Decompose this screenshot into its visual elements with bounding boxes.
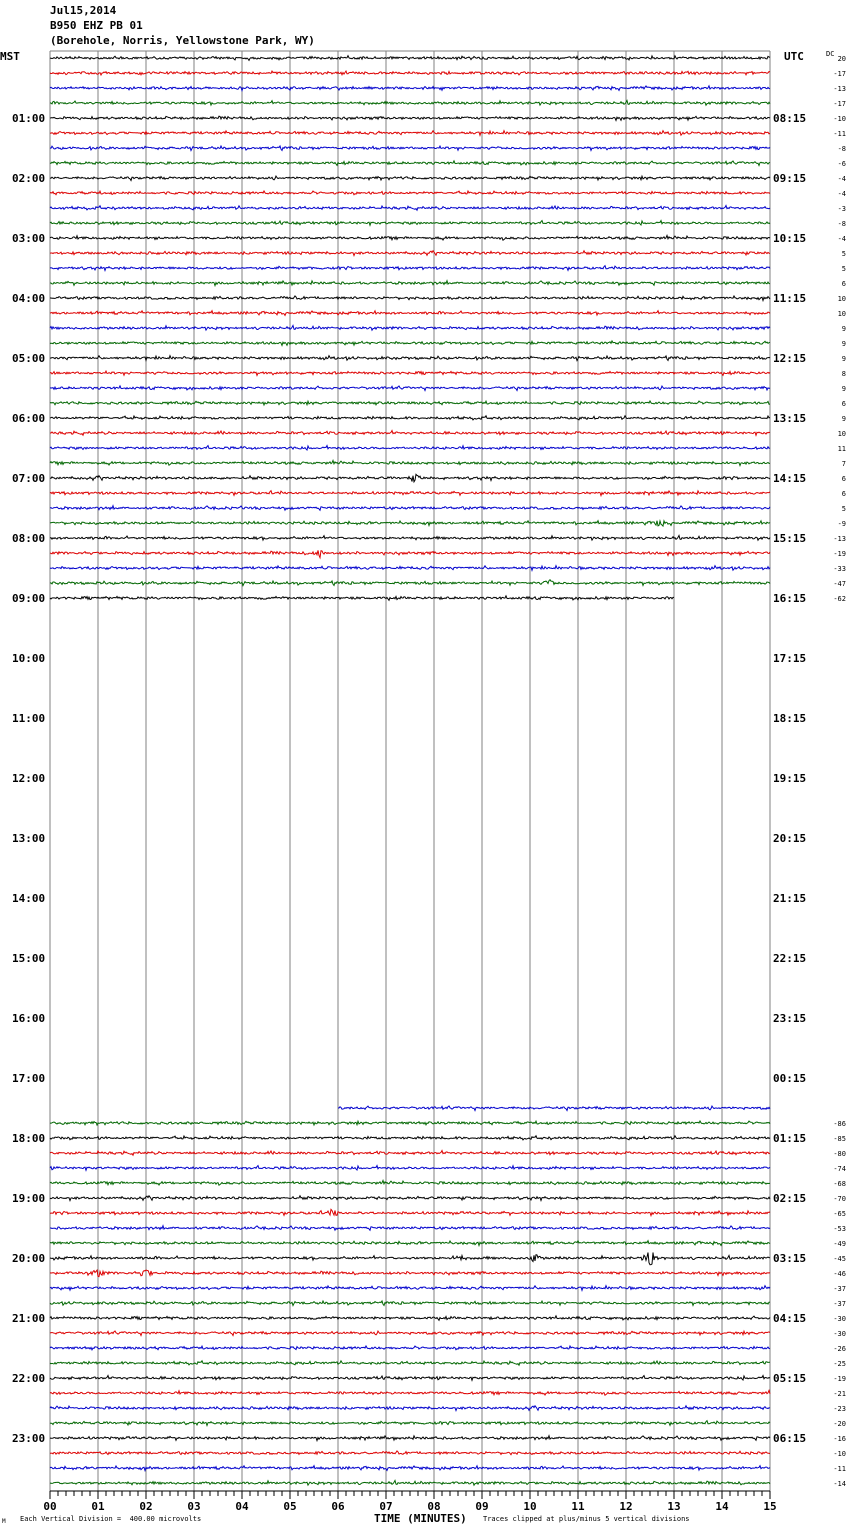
x-axis-title: TIME (MINUTES) bbox=[374, 1512, 467, 1525]
x-tick-label: 04 bbox=[235, 1500, 249, 1513]
trace-row bbox=[50, 1466, 770, 1471]
dc-offset-label: 6 bbox=[841, 475, 846, 483]
trace-row bbox=[50, 1391, 770, 1396]
utc-hour-label: 01:15 bbox=[773, 1132, 807, 1145]
dc-offset-label: -3 bbox=[837, 205, 846, 213]
utc-hour-label: 04:15 bbox=[773, 1312, 807, 1325]
mst-hour-label: 18:00 bbox=[12, 1132, 46, 1145]
utc-hour-label: 17:15 bbox=[773, 652, 807, 665]
dc-offset-label: -20 bbox=[833, 1420, 846, 1428]
dc-offset-label: 7 bbox=[841, 460, 846, 468]
trace-row bbox=[50, 1196, 770, 1201]
header-station: B950 EHZ PB 01 bbox=[50, 19, 143, 32]
utc-hour-label: 13:15 bbox=[773, 412, 807, 425]
mst-hour-label: 12:00 bbox=[12, 772, 46, 785]
trace-row bbox=[50, 446, 770, 450]
mst-hour-label: 14:00 bbox=[12, 892, 46, 905]
mst-hour-label: 13:00 bbox=[12, 832, 46, 845]
trace-row bbox=[50, 1301, 770, 1306]
x-tick-label: 09 bbox=[475, 1500, 489, 1513]
trace-row bbox=[50, 1436, 770, 1441]
trace-row bbox=[50, 521, 770, 526]
header-date: Jul15,2014 bbox=[50, 4, 117, 17]
utc-hour-label: 20:15 bbox=[773, 832, 807, 845]
utc-hour-label: 23:15 bbox=[773, 1012, 807, 1025]
dc-offset-label: 9 bbox=[841, 325, 846, 333]
dc-offset-label: 9 bbox=[841, 385, 846, 393]
dc-offset-label: 9 bbox=[841, 355, 846, 363]
trace-row bbox=[50, 386, 770, 391]
trace-row bbox=[50, 491, 770, 496]
dc-offset-label: -9 bbox=[837, 520, 846, 528]
dc-offset-label: -4 bbox=[837, 175, 846, 183]
trace-row bbox=[50, 311, 770, 316]
mst-hour-label: 02:00 bbox=[12, 172, 46, 185]
utc-hour-label: 03:15 bbox=[773, 1252, 807, 1265]
trace-row bbox=[50, 236, 770, 241]
trace-row bbox=[50, 536, 770, 541]
mst-hour-label: 04:00 bbox=[12, 292, 46, 305]
dc-offset-label: -85 bbox=[833, 1135, 846, 1143]
trace-row bbox=[50, 1376, 770, 1381]
trace-row bbox=[50, 550, 770, 557]
trace-row bbox=[50, 341, 770, 346]
dc-offset-label: 5 bbox=[841, 505, 846, 513]
dc-offset-label: -65 bbox=[833, 1210, 846, 1218]
mst-hour-label: 07:00 bbox=[12, 472, 46, 485]
dc-offset-label: -21 bbox=[833, 1390, 846, 1398]
x-tick-label: 08 bbox=[427, 1500, 441, 1513]
dc-offset-label: 5 bbox=[841, 265, 846, 273]
mst-hour-label: 09:00 bbox=[12, 592, 46, 605]
dc-offset-label: -14 bbox=[833, 1480, 846, 1488]
dc-offset-label: -74 bbox=[833, 1165, 846, 1173]
utc-hour-label: 06:15 bbox=[773, 1432, 807, 1445]
trace-row bbox=[50, 474, 770, 482]
dc-offset-label: -47 bbox=[833, 580, 846, 588]
trace-row bbox=[50, 356, 770, 361]
utc-hour-label: 16:15 bbox=[773, 592, 807, 605]
trace-row bbox=[50, 146, 770, 151]
trace-row bbox=[50, 371, 770, 375]
x-tick-label: 10 bbox=[523, 1500, 537, 1513]
mst-hour-label: 22:00 bbox=[12, 1372, 46, 1385]
trace-row bbox=[338, 1106, 770, 1111]
mst-hour-label: 17:00 bbox=[12, 1072, 46, 1085]
trace-row bbox=[50, 266, 770, 271]
trace-row bbox=[50, 1421, 770, 1426]
trace-row bbox=[50, 566, 770, 571]
dc-offset-label: 20 bbox=[837, 55, 846, 63]
trace-row bbox=[50, 1270, 770, 1277]
trace-row bbox=[50, 1481, 770, 1486]
x-tick-label: 00 bbox=[43, 1500, 57, 1513]
utc-hour-label: 14:15 bbox=[773, 472, 807, 485]
trace-row bbox=[50, 596, 674, 600]
trace-row bbox=[50, 221, 770, 226]
dc-offset-label: -11 bbox=[833, 1465, 846, 1473]
utc-hour-label: 11:15 bbox=[773, 292, 807, 305]
trace-row bbox=[50, 1286, 770, 1291]
utc-hour-label: 18:15 bbox=[773, 712, 807, 725]
trace-row bbox=[50, 1451, 770, 1455]
trace-row bbox=[50, 1361, 770, 1365]
dc-offset-label: 9 bbox=[841, 340, 846, 348]
trace-row bbox=[50, 1121, 770, 1125]
utc-hour-label: 00:15 bbox=[773, 1072, 807, 1085]
dc-offset-label: -26 bbox=[833, 1345, 846, 1353]
trace-row bbox=[50, 101, 770, 106]
mst-hour-label: 21:00 bbox=[12, 1312, 46, 1325]
dc-offset-label: -53 bbox=[833, 1225, 846, 1233]
trace-row bbox=[50, 580, 770, 586]
dc-offset-label: -62 bbox=[833, 595, 846, 603]
trace-row bbox=[50, 296, 770, 301]
mst-hour-label: 15:00 bbox=[12, 952, 46, 965]
trace-row bbox=[50, 281, 770, 286]
mst-hour-label: 20:00 bbox=[12, 1252, 46, 1265]
trace-row bbox=[50, 1226, 770, 1231]
trace-row bbox=[50, 461, 770, 466]
dc-offset-label: -45 bbox=[833, 1255, 846, 1263]
dc-offset-label: -10 bbox=[833, 1450, 846, 1458]
x-tick-label: 11 bbox=[571, 1500, 585, 1513]
x-tick-label: 01 bbox=[91, 1500, 105, 1513]
x-tick-label: 03 bbox=[187, 1500, 201, 1513]
dc-offset-label: -25 bbox=[833, 1360, 846, 1368]
mst-hour-label: 05:00 bbox=[12, 352, 46, 365]
dc-offset-label: -11 bbox=[833, 130, 846, 138]
mst-hour-label: 01:00 bbox=[12, 112, 46, 125]
x-tick-label: 02 bbox=[139, 1500, 153, 1513]
header-location: (Borehole, Norris, Yellowstone Park, WY) bbox=[50, 34, 315, 47]
dc-offset-label: -17 bbox=[833, 100, 846, 108]
dc-offset-label: -19 bbox=[833, 1375, 846, 1383]
dc-offset-label: -46 bbox=[833, 1270, 846, 1278]
utc-hour-label: 10:15 bbox=[773, 232, 807, 245]
dc-offset-label: -37 bbox=[833, 1300, 846, 1308]
dc-offset-label: -17 bbox=[833, 70, 846, 78]
dc-offset-label: -8 bbox=[837, 145, 846, 153]
dc-offset-label: 6 bbox=[841, 490, 846, 498]
mst-hour-label: 06:00 bbox=[12, 412, 46, 425]
trace-row bbox=[50, 1253, 770, 1265]
trace-row bbox=[50, 206, 770, 211]
dc-offset-label: -6 bbox=[837, 160, 846, 168]
dc-offset-label: -10 bbox=[833, 115, 846, 123]
dc-offset-label: -70 bbox=[833, 1195, 846, 1203]
mst-hour-label: 03:00 bbox=[12, 232, 46, 245]
utc-hour-label: 22:15 bbox=[773, 952, 807, 965]
dc-offset-header: DC bbox=[826, 50, 835, 58]
mst-hour-label: 23:00 bbox=[12, 1432, 46, 1445]
x-tick-label: 15 bbox=[763, 1500, 777, 1513]
dc-offset-label: 5 bbox=[841, 250, 846, 258]
trace-row bbox=[50, 401, 770, 405]
dc-offset-label: -37 bbox=[833, 1285, 846, 1293]
dc-offset-label: -4 bbox=[837, 235, 846, 243]
x-tick-label: 05 bbox=[283, 1500, 297, 1513]
mst-hour-label: 11:00 bbox=[12, 712, 46, 725]
trace-row bbox=[50, 1181, 770, 1186]
dc-offset-label: -49 bbox=[833, 1240, 846, 1248]
trace-row bbox=[50, 131, 770, 136]
mst-hour-label: 19:00 bbox=[12, 1192, 46, 1205]
left-timezone-label: MST bbox=[0, 50, 20, 63]
dc-offset-label: -30 bbox=[833, 1330, 846, 1338]
mst-hour-label: 10:00 bbox=[12, 652, 46, 665]
dc-offset-label: -16 bbox=[833, 1435, 846, 1443]
trace-row bbox=[50, 1241, 770, 1246]
trace-row bbox=[50, 176, 770, 180]
dc-offset-label: -23 bbox=[833, 1405, 846, 1413]
trace-row bbox=[50, 416, 770, 420]
trace-row bbox=[50, 116, 770, 120]
x-tick-label: 12 bbox=[619, 1500, 633, 1513]
trace-row bbox=[50, 191, 770, 195]
utc-hour-label: 12:15 bbox=[773, 352, 807, 365]
trace-row bbox=[50, 251, 770, 256]
trace-row bbox=[50, 1209, 770, 1215]
dc-offset-label: -86 bbox=[833, 1120, 846, 1128]
dc-offset-label: 10 bbox=[837, 310, 846, 318]
utc-hour-label: 05:15 bbox=[773, 1372, 807, 1385]
dc-offset-label: 11 bbox=[837, 445, 846, 453]
trace-row bbox=[50, 1136, 770, 1140]
dc-offset-label: -80 bbox=[833, 1150, 846, 1158]
dc-offset-label: 8 bbox=[841, 370, 846, 378]
dc-offset-label: 6 bbox=[841, 280, 846, 288]
x-tick-label: 06 bbox=[331, 1500, 345, 1513]
mst-hour-label: 08:00 bbox=[12, 532, 46, 545]
x-tick-label: 13 bbox=[667, 1500, 681, 1513]
trace-row bbox=[50, 161, 770, 166]
utc-hour-label: 02:15 bbox=[773, 1192, 807, 1205]
utc-hour-label: 15:15 bbox=[773, 532, 807, 545]
trace-row bbox=[50, 506, 770, 511]
trace-row bbox=[50, 1346, 770, 1350]
clip-note: Traces clipped at plus/minus 5 vertical divisions bbox=[483, 1515, 690, 1523]
trace-row bbox=[50, 71, 770, 75]
x-tick-label: 07 bbox=[379, 1500, 393, 1513]
mst-hour-label: 16:00 bbox=[12, 1012, 46, 1025]
trace-row bbox=[50, 1151, 770, 1156]
trace-row bbox=[50, 1166, 770, 1171]
dc-offset-label: -4 bbox=[837, 190, 846, 198]
trace-row bbox=[50, 1331, 770, 1336]
right-timezone-label: UTC bbox=[784, 50, 804, 63]
dc-offset-label: -13 bbox=[833, 535, 846, 543]
dc-offset-label: 10 bbox=[837, 430, 846, 438]
utc-hour-label: 09:15 bbox=[773, 172, 807, 185]
dc-offset-label: -19 bbox=[833, 550, 846, 558]
dc-offset-label: -13 bbox=[833, 85, 846, 93]
dc-offset-label: -30 bbox=[833, 1315, 846, 1323]
dc-offset-label: 10 bbox=[837, 295, 846, 303]
trace-row bbox=[50, 1406, 770, 1411]
utc-hour-label: 08:15 bbox=[773, 112, 807, 125]
utc-hour-label: 21:15 bbox=[773, 892, 807, 905]
dc-offset-label: 6 bbox=[841, 400, 846, 408]
dc-offset-label: 9 bbox=[841, 415, 846, 423]
trace-row bbox=[50, 326, 770, 331]
dc-offset-label: -8 bbox=[837, 220, 846, 228]
utc-hour-label: 19:15 bbox=[773, 772, 807, 785]
vertical-division-note: Each Vertical Division = 400.00 microvolts bbox=[20, 1515, 202, 1523]
trace-row bbox=[50, 1316, 770, 1320]
trace-row bbox=[50, 86, 770, 91]
corner-mark: M bbox=[2, 1518, 6, 1525]
x-tick-label: 14 bbox=[715, 1500, 729, 1513]
trace-row bbox=[50, 56, 770, 61]
dc-offset-label: -68 bbox=[833, 1180, 846, 1188]
trace-row bbox=[50, 431, 770, 436]
dc-offset-label: -33 bbox=[833, 565, 846, 573]
